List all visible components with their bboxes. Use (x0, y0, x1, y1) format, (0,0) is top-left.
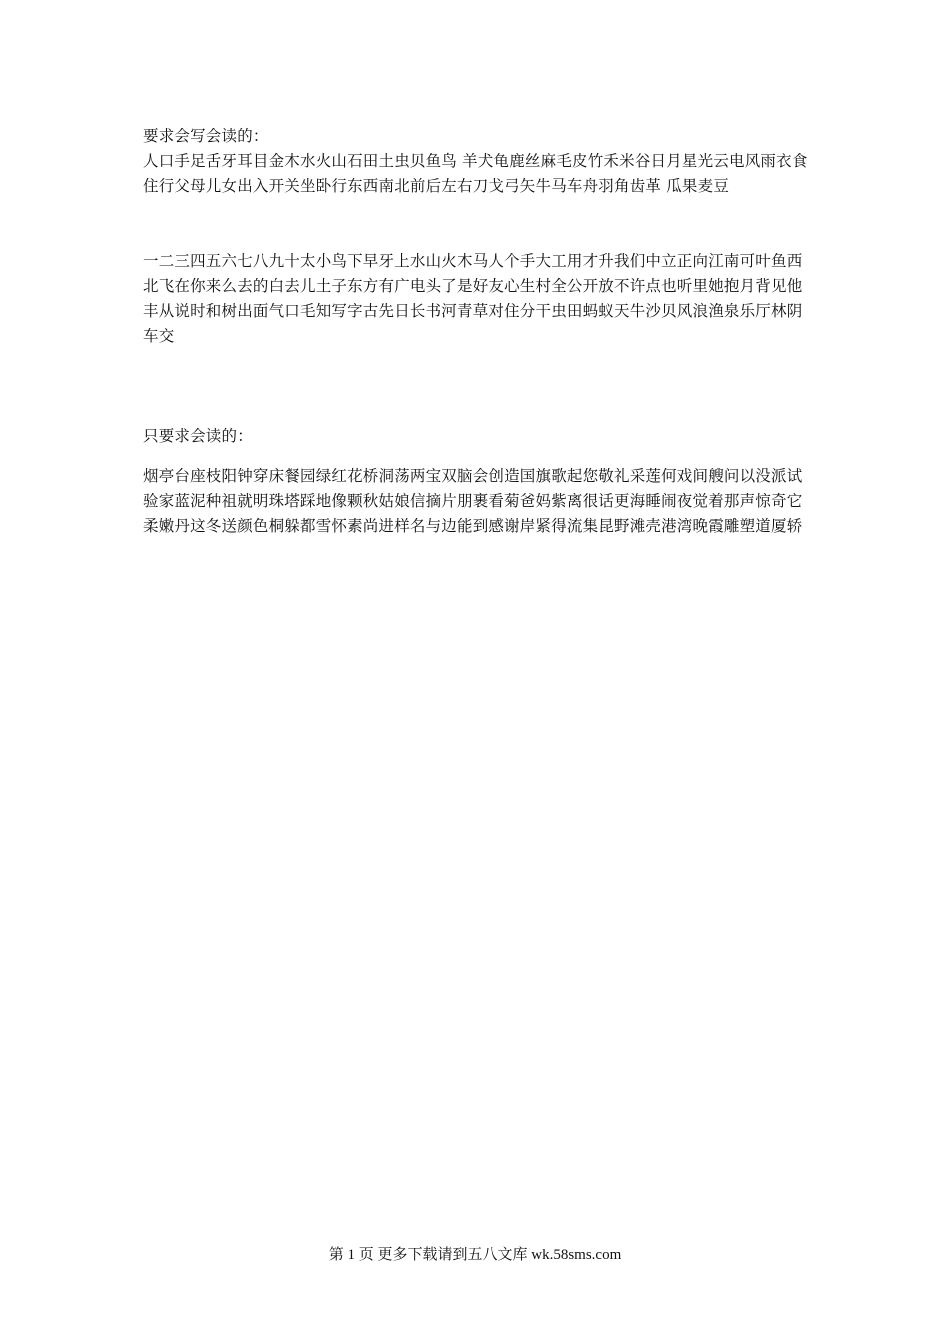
section-heading-write-read: 要求会写会读的： (143, 127, 269, 145)
spacer (143, 449, 811, 464)
character-list-write-read: 人口手足舌牙耳目金木水火山石田土虫贝鱼鸟 羊犬龟鹿丝麻毛皮竹禾米谷日月星光云电风雨衣食住行父母儿女出入开关坐卧行东西南北前后左右刀戈弓矢牛马车舟羽角齿革 瓜果麦豆 (143, 152, 808, 195)
character-list-read-only: 烟亭台座枝阳钟穿床餐园绿红花桥洞荡两宝双脑会创造国旗歌起您敬礼采莲何戏间艘问以没派试验家蓝泥种祖就明珠塔踩地像颗秋姑娘信摘片朋裹看菊爸妈紫离很话更海睡闹夜觉着那声惊奇它柔嫩丹这冬送颜色桐躲都雪怀素尚进样名与边能到感谢岸紧得流集昆野滩壳港湾晚霞雕塑道厦轿 (143, 467, 803, 535)
spacer (143, 199, 811, 249)
spacer (143, 349, 811, 424)
character-list-basic: 一二三四五六七八九十太小鸟下早牙上水山火木马人个手大工用才升我们中立正向江南可叶鱼西北飞在你来么去的白去儿土子东方有广电头了是好友心生村全公开放不许点也听里她抱月背见他丰从说时和树出面气口毛知写字古先日长书河青草对住分干虫田蚂蚁天牛沙贝风浪渔泉乐厅林阴车交 (143, 252, 803, 345)
section-heading-read-only: 只要求会读的： (143, 427, 253, 445)
page-footer: 第 1 页 更多下载请到五八文库 wk.58sms.com (328, 1247, 622, 1263)
document-body (143, 124, 811, 539)
